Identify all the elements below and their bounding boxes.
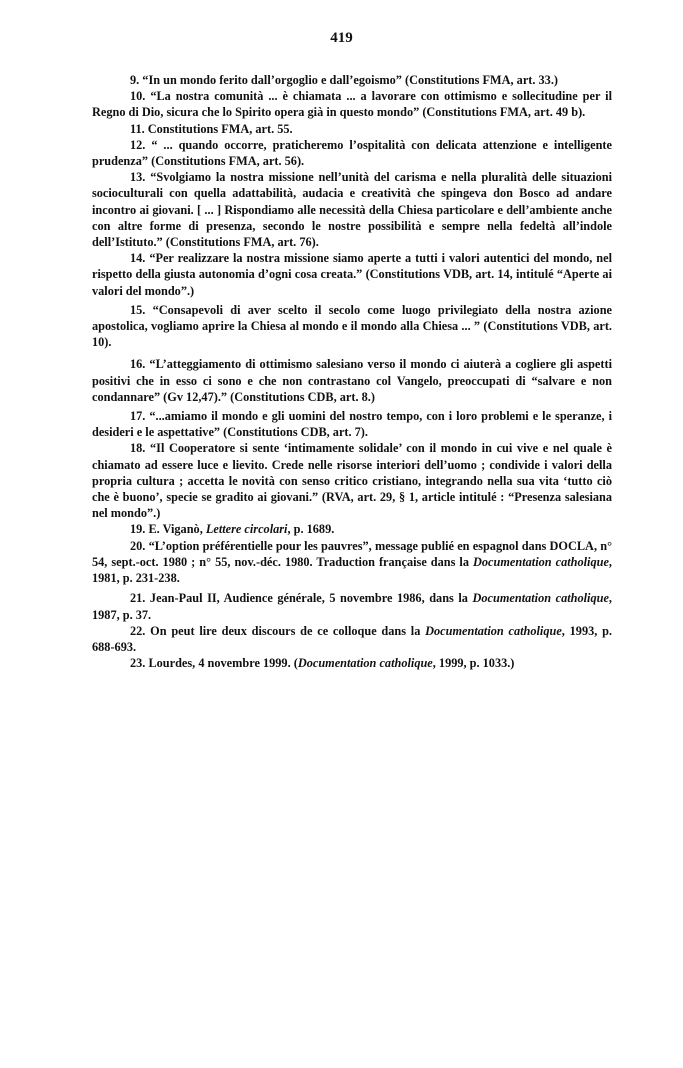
footnote-23 [92,655,612,671]
footnote-text: 19. E. Viganò, [130,522,206,537]
footnotes-list [92,72,612,671]
footnote-10 [92,88,612,120]
footnote-text: 21. Jean-Paul II, Audience générale, 5 novembre 1986, dans la [130,591,473,606]
footnote-text: 20. “L’option préférentielle pour les pauvres”, message publié en espagnol dans DOCLA, n° 54, sept.-oct. 1980 ; n° 55, nov.-déc. 1980. Traduction française dans la [92,538,612,569]
footnote-title: Lettere circolari [205,522,288,537]
footnote-22 [92,623,612,655]
footnote-text: 18. “Il Cooperatore si sente ‘intimamente solidale’ con il mondo in cui vive e nel quale è chiamato ad essere luce e lievito. Crede nelle risorse interiori dell’uomo ; condivide i valori della propria cultura ; accetta le novità con senso critico cristiano, integrando nella sua vita ‘tutto ciò che è buono’, specie se gradito ai giovani.” (RVA, art. 29, § 1, article intitulé : “Presenza salesiana nel mondo”.) [92,441,612,521]
footnote-text: 17. “...amiamo il mondo e gli uomini del nostro tempo, con i loro problemi e le speranze, i desideri e le aspettative” (Constitutions CDB, art. 7). [92,409,612,440]
page-number: 419 [330,30,353,46]
footnote-text: 9. “In un mondo ferito dall’orgoglio e dall’egoismo” (Constitutions FMA, art. 33.) [130,73,558,87]
footnote-16 [92,356,612,405]
footnote-13 [92,169,612,250]
footnote-9 [92,72,612,88]
footnote-text: 15. “Consapevoli di aver scelto il secolo come luogo privilegiato della nostra azione apostolica, vogliamo aprire la Chiesa al mondo e il mondo alla Chiesa ... ” (Constitutions VDB, art. 10). [92,302,612,350]
footnote-text: , 1999, p. 1033.) [432,656,515,671]
footnote-text: 14. “Per realizzare la nostra missione siamo aperte a tutti i valori autentici del mondo, nel rispetto della giusta autonomia d’ogni cosa creata.” (Constitutions VDB, art. 14, intitulé “Aperte ai valori del mondo”.) [92,251,612,298]
footnote-11 [92,121,612,137]
footnote-text: 16. “L’atteggiamento di ottimismo salesiano verso il mondo ci aiuterà a cogliere gli aspetti positivi che in esso ci sono e che non contrastano col Vangelo, preoccupati di “salvare e non condannare” (Gv 12,47).” (Constitutions CDB, art. 8.) [92,357,612,404]
footnote-text: 12. “ ... quando occorre, praticheremo l’ospitalità con delicata attenzione e intelligente prudenza” (Constitutions FMA, art. 56). [92,137,612,169]
footnote-19 [92,521,612,537]
footnote-17 [92,408,612,440]
footnote-text: , 1981, p. 231-238. [92,554,612,586]
footnote-text: , p. 1689. [287,522,335,537]
footnote-21 [92,590,612,622]
footnote-12 [92,137,612,169]
footnote-title: Documentation catholique [472,591,609,606]
footnote-title: Documentation catholique [297,656,433,671]
footnote-text: 10. “La nostra comunità ... è chiamata ... a lavorare con ottimismo e sollecitudine per il Regno di Dio, sicura che lo Spirito opera già in questo mondo” (Constitutions FMA, art. 49 b). [92,89,612,120]
footnote-title: Documentation catholique [473,554,609,569]
footnote-18 [92,440,612,521]
footnote-text: 23. Lourdes, 4 novembre 1999. ( [130,656,298,671]
footnote-text: 11. Constitutions FMA, art. 55. [130,121,293,136]
footnote-15 [92,302,612,351]
footnote-text: , 1993, p. 688-693. [92,623,612,654]
footnote-text: 13. “Svolgiamo la nostra missione nell’unità del carisma e nella pluralità delle situazioni socioculturali con quella adattabilità, audacia e creatività che spingeva don Bosco ad andare incontro ai giovani. [ ... ] Rispondiamo alle necessità della Chiesa particolare e dell’ambiente anche con altre forme di presenza, secondo le nostre possibilità e sempre nella fedeltà all’indole dell’Istituto.” (Constitutions FMA, art. 76). [92,170,612,250]
footnote-text: , 1987, p. 37. [92,591,612,622]
footnote-title: Documentation catholique [425,623,562,638]
footnote-20 [92,538,612,587]
footnote-text: 22. On peut lire deux discours de ce colloque dans la [130,623,426,638]
footnote-14 [92,250,612,299]
